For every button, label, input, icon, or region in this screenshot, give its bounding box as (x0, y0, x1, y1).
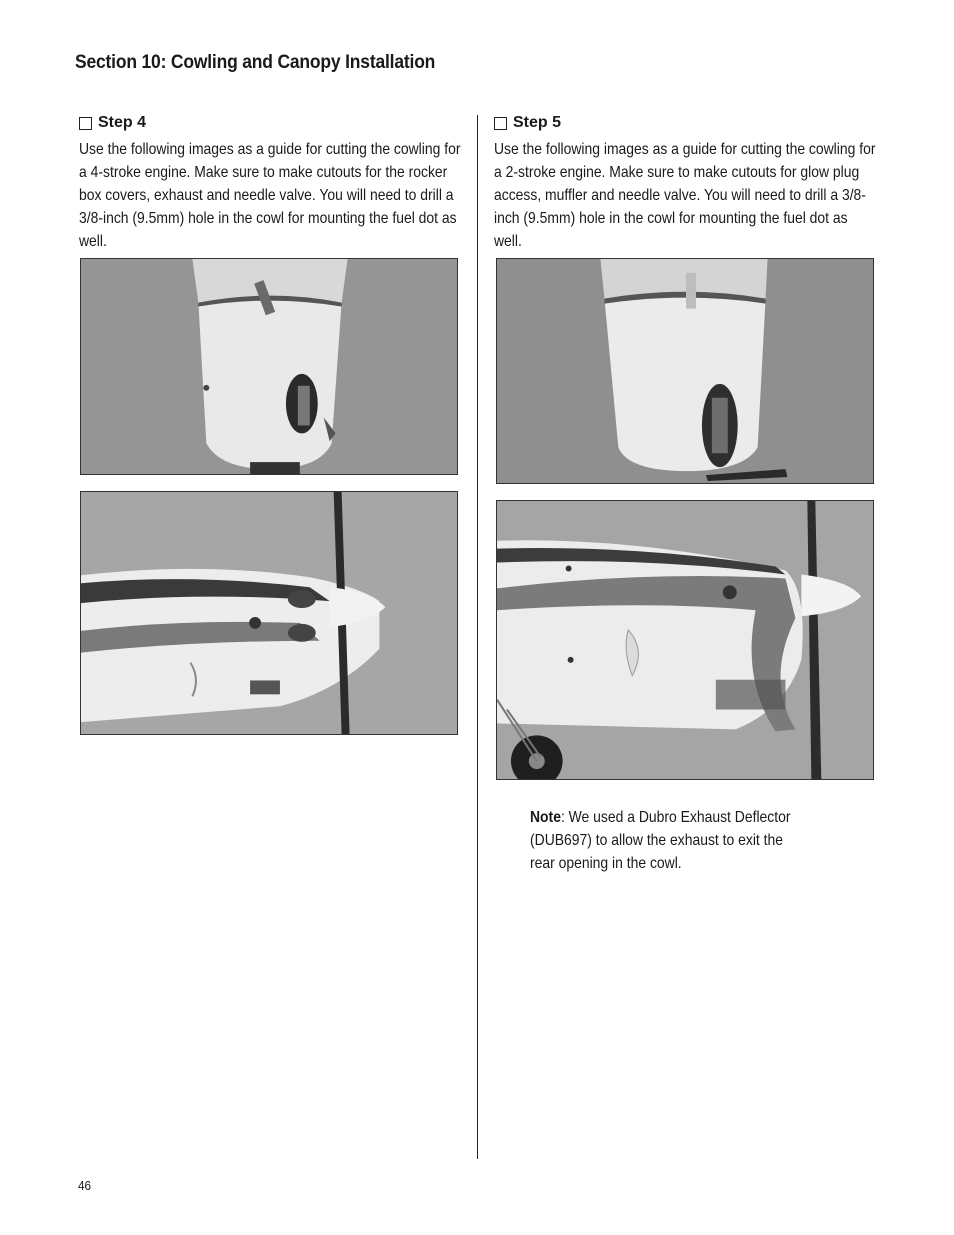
page-number: 46 (78, 1178, 92, 1193)
step-4-label: Step 4 (98, 114, 147, 131)
step-5-photo-cowl-top (496, 258, 874, 484)
step-5-text: Use the following images as a guide for cutting the cowling for a 2-stroke engine. Make sure to make cutouts for glow plug access, muffler and needle valve. You will need to drill a 3/8-inch (9.5mm) hole in the cowl for mounting the fuel dot as well. (494, 141, 876, 250)
step-5-heading (494, 112, 879, 134)
step-5-column (494, 112, 879, 253)
checkbox-icon[interactable] (79, 117, 92, 130)
step-5-label: Step 5 (513, 114, 562, 131)
column-divider (477, 115, 478, 1159)
note-text: : We used a Dubro Exhaust Deflector (DUB697) to allow the exhaust to exit the rear opening in the cowl. (530, 809, 791, 872)
step-4-text: Use the following images as a guide for cutting the cowling for a 4-stroke engine. Make sure to make cutouts for the rocker box covers, exhaust and needle valve. You will need to drill a 3/8-inch (9.5mm) hole in the cowl for mounting the fuel dot as well. (79, 141, 461, 250)
step-5-photo-side (496, 500, 874, 780)
step-4-photo-side (80, 491, 458, 735)
note-label: Note (530, 809, 561, 826)
step-4-heading (79, 112, 464, 134)
checkbox-icon[interactable] (494, 117, 507, 130)
step-4-photo-cowl-top (80, 258, 458, 475)
note-paragraph (530, 806, 808, 875)
section-title: Section 10: Cowling and Canopy Installation (75, 52, 436, 73)
step-4-column (79, 112, 464, 253)
